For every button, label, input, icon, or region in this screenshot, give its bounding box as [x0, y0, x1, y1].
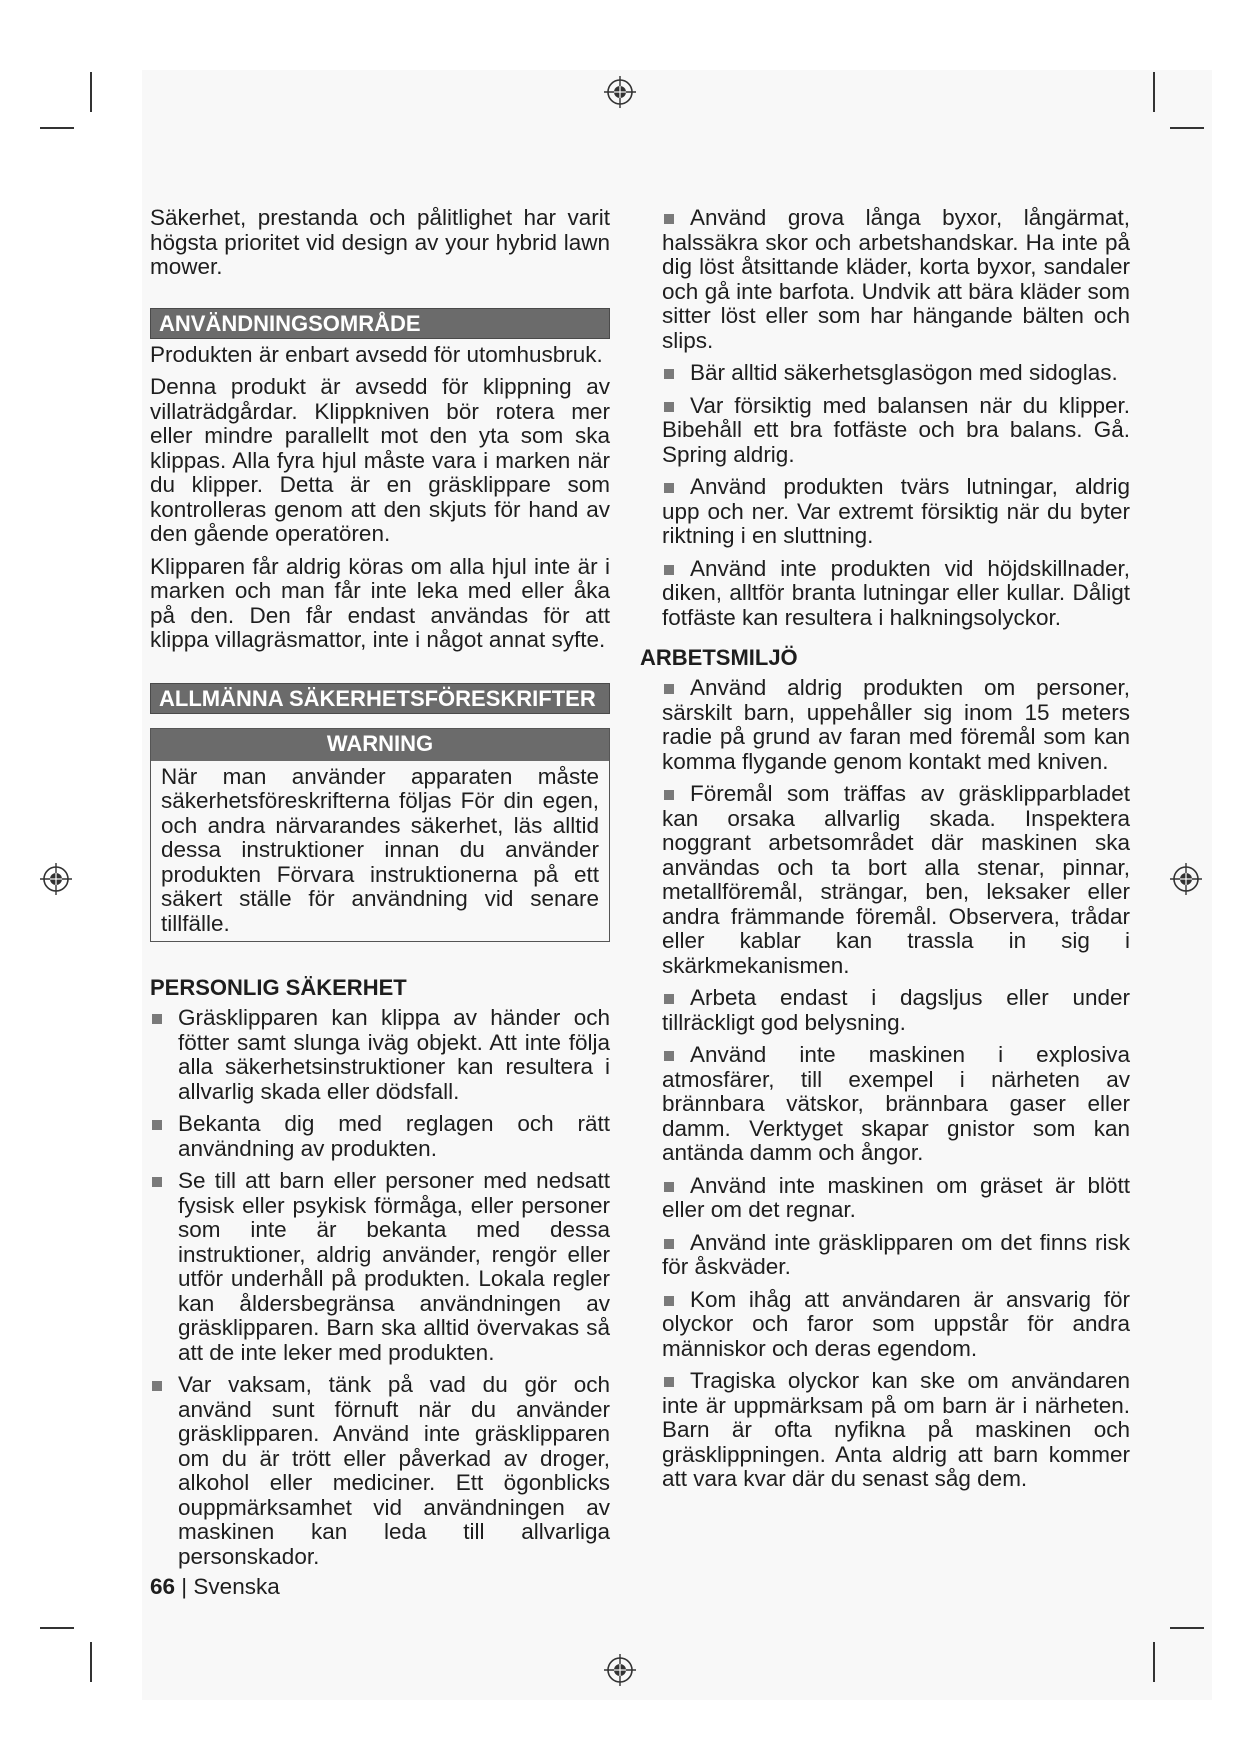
- list-item: Se till att barn eller personer med nedsatt fysisk eller psykisk förmåga, eller personer som inte är bekanta med dessa instruktioner, aldrig använder, rengör eller utför underhåll på produkten. Lokala regler kan åldersbegränsa användningen av gräsklipparen. Barn ska alltid övervakas så att de inte leker med produkten.: [150, 1169, 610, 1365]
- list-item: Använd inte gräsklipparen om det finns risk för åskväder.: [662, 1229, 1130, 1279]
- crop-mark: [1170, 1627, 1204, 1629]
- bullet-square-icon: [664, 483, 674, 493]
- bullet-square-icon: [664, 369, 674, 379]
- list-item: Arbeta endast i dagsljus eller under tillräckligt god belysning.: [662, 985, 1130, 1035]
- bullet-square-icon: [664, 1182, 674, 1192]
- registration-mark-icon: [40, 863, 72, 895]
- footer-language: Svenska: [193, 1574, 280, 1599]
- list-item: Använd grova långa byxor, långärmat, halssäkra skor och arbetshandskar. Ha inte på dig löst åtsittande kläder, korta byxor, sandaler och gå inte barfota. Undvik att bära kläder som sitter löst eller som har hängande bälten och slips.: [662, 205, 1130, 353]
- subheading-personal-safety: PERSONLIG SÄKERHET: [150, 975, 407, 1000]
- bullet-square-icon: [664, 1377, 674, 1387]
- warning-title: WARNING: [151, 729, 609, 761]
- list-item: Föremål som träffas av gräsklipparbladet kan orsaka allvarlig skada. Inspektera noggrant arbetsområdet där maskinen ska användas och ta bort alla stenar, pinnar, metallföremål, strängar, ben, leksaker eller andra främmande föremål. Observera, trådar eller kablar kan trassla in sig i skärkmekanismen.: [662, 781, 1130, 978]
- list-item: Bär alltid säkerhetsglasögon med sidoglas.: [662, 361, 1130, 386]
- registration-mark-icon: [1170, 863, 1202, 895]
- usage-paragraph: Produkten är enbart avsedd för utomhusbruk.: [150, 341, 603, 367]
- bullet-square-icon: [152, 1177, 162, 1187]
- page-number: 66: [150, 1574, 176, 1599]
- crop-mark: [1153, 72, 1155, 112]
- bullet-square-icon: [664, 1051, 674, 1061]
- intro-paragraph: Säkerhet, prestanda och pålitlighet har varit högsta prioritet vid design av your hybrid lawn mower.: [150, 205, 610, 279]
- bullet-square-icon: [664, 1296, 674, 1306]
- bullet-square-icon: [664, 994, 674, 1004]
- bullet-square-icon: [664, 790, 674, 800]
- section-heading-usage: ANVÄNDNINGSOMRÅDE: [150, 308, 610, 339]
- bullet-square-icon: [664, 1239, 674, 1249]
- left-column: [150, 206, 610, 1577]
- list-item: Var vaksam, tänk på vad du gör och använd sunt förnuft när du använder gräsklipparen. Använd inte gräsklipparen om du är trött eller påverkad av droger, alkohol eller mediciner. Ett ögonblicks ouppmärksamhet vid användningen av maskinen kan leda till allvarliga personskador.: [150, 1373, 610, 1569]
- bullet-square-icon: [664, 565, 674, 575]
- bullet-square-icon: [152, 1014, 162, 1024]
- list-item: Var försiktig med balansen när du klipper. Bibehåll ett bra fotfäste och bra balans. Gå. Spring aldrig.: [662, 392, 1130, 467]
- usage-paragraph: Klipparen får aldrig köras om alla hjul inte är i marken och man får inte leka med eller åka på den. Den får endast användas för att klippa villagräsmattor, inte i något annat syfte.: [150, 553, 610, 652]
- list-item: Kom ihåg att användaren är ansvarig för olyckor och faror som uppstår för andra människor och deras egendom.: [662, 1286, 1130, 1361]
- list-item: Använd inte maskinen i explosiva atmosfärer, till exempel i närheten av brännbara vätskor, brännbara gaser eller damm. Verktyget skapar gnistor som kan antända damm och ångor.: [662, 1042, 1130, 1165]
- registration-mark-icon: [604, 1654, 636, 1686]
- right-column: [640, 206, 1130, 1500]
- list-item: Använd produkten tvärs lutningar, aldrig upp och ner. Var extremt försiktig när du byter riktning i en sluttning.: [662, 474, 1130, 548]
- subheading-work-environment: ARBETSMILJÖ: [640, 645, 798, 670]
- list-item: Använd inte produkten vid höjdskillnader, diken, alltför branta lutningar eller kullar. Dåligt fotfäste kan resultera i halkningsolyckor.: [662, 555, 1130, 630]
- list-item: Använd inte maskinen om gräset är blött eller om det regnar.: [662, 1172, 1130, 1222]
- crop-mark: [40, 127, 74, 129]
- list-item: Tragiska olyckor kan ske om användaren inte är uppmärksam på om barn är i närheten. Barn är ofta nyfikna på maskinen och gräsklippningen. Anta aldrig att barn kommer att vara kvar där du senast såg dem.: [662, 1368, 1130, 1491]
- list-item: Bekanta dig med reglagen och rätt användning av produkten.: [150, 1112, 610, 1161]
- page-footer: [150, 1574, 280, 1600]
- bullet-square-icon: [664, 402, 674, 412]
- list-item: Gräsklipparen kan klippa av händer och fötter samt slunga iväg objekt. Att inte följa alla säkerhetsinstruktioner kan resultera i allvarlig skada eller dödsfall.: [150, 1006, 610, 1104]
- footer-separator: |: [181, 1574, 188, 1599]
- bullet-square-icon: [664, 214, 674, 224]
- bullet-square-icon: [152, 1120, 162, 1130]
- crop-mark: [90, 1642, 92, 1682]
- warning-box: [150, 728, 610, 943]
- crop-mark: [1153, 1642, 1155, 1682]
- crop-mark: [90, 72, 92, 112]
- warning-text: När man använder apparaten måste säkerhetsföreskrifterna följas För din egen, och andra närvarandes säkerhet, läs alltid dessa instruktioner innan du använder produkten Förvara instruktionerna på ett säkert ställe för användning vid senare tillfälle.: [161, 763, 599, 936]
- list-item: Använd aldrig produkten om personer, särskilt barn, uppehåller sig inom 15 meters radie på grund av faran med föremål som kan komma flygande genom kontakt med kniven.: [662, 675, 1130, 774]
- crop-mark: [1170, 127, 1204, 129]
- registration-mark-icon: [604, 76, 636, 108]
- section-heading-general-safety: ALLMÄNNA SÄKERHETSFÖRESKRIFTER: [150, 683, 610, 714]
- crop-mark: [40, 1627, 74, 1629]
- bullet-square-icon: [152, 1381, 162, 1391]
- bullet-square-icon: [664, 684, 674, 694]
- usage-paragraph: Denna produkt är avsedd för klippning av villaträdgårdar. Klippkniven bör rotera mer eller mindre parallellt mot den yta som ska klippas. Alla fyra hjul måste vara i marken när du klipper. Detta är en gräsklippare som kontrolleras genom att den skjuts för hand av den gående operatören.: [150, 374, 610, 546]
